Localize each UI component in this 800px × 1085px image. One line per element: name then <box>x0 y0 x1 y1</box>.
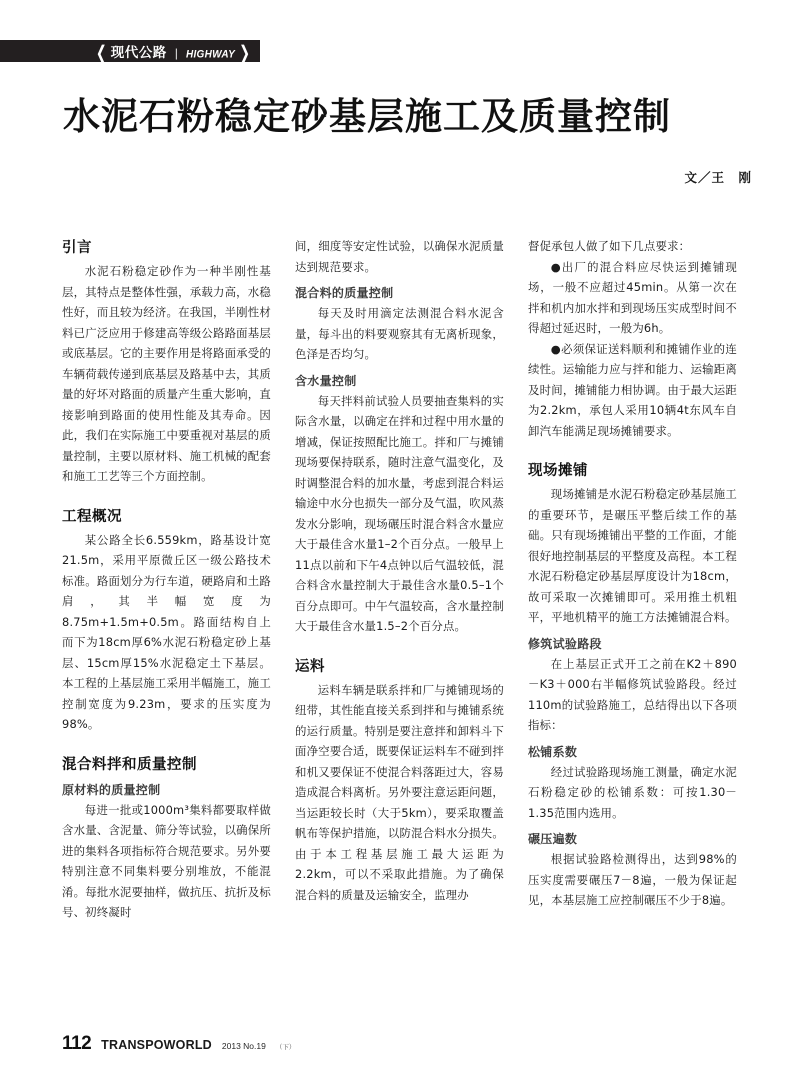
body-paragraph: 运料车辆是联系拌和厂与摊铺现场的纽带，其性能直接关系到拌和与摊铺系统的运行质量。特别是要注意拌和卸料斗下面净空要合适，既要保证运料车不碰到拌和机又要保证不使混合料落距过大，容易造成混合料离析。另外要注意运距问题，当运距较长时（大于5km），要采取覆盖帆布等保护措施，以防混合料水分损失。由于本工程基层施工最大运距为2.2km，可以不采取此措施。为了确保混合料的质量及运输安全，监理办 <box>295 682 504 902</box>
body-paragraph: 间，细度等安定性试验，以确保水泥质量达到规范要求。 <box>295 239 504 274</box>
masthead-en-label: HIGHWAY <box>185 48 236 61</box>
body-paragraph: 水泥石粉稳定砂作为一种半刚性基层，其特点是整体性强，承载力高，水稳性好，而且较为经济。在我国，半刚性材料已广泛应用于修建高等级公路路面基层或底基层。它的主要作用是将路面承受的车辆荷载传递到底基层及路基中去，其质量的好坏对路面的质量产生重大影响，直接影响到路面的使用性能及其寿命。因此，我们在实际施工中要重视对基层的质量控制，主要以原材料、施工机械的配套和施工工艺等三个方面控制。 <box>62 264 271 483</box>
text-column-3 <box>528 236 737 1026</box>
body-paragraph: 每进一批或1000m³集料都要取样做含水量、含泥量、筛分等试验，以确保所进的集料各项指标符合规范要求。另外要特别注意不同集料要分别堆放，不能混淆。每批水泥要抽样，做抗压、抗折及标号、初终凝时 <box>62 802 271 919</box>
article-columns <box>62 236 738 1026</box>
body-paragraph: ●出厂的混合料应尽快运到摊铺现场，一般不应超过45min。从第一次在拌和机内加水拌和到现场压实成型时间不得超过延迟时，一般为6h。 <box>528 259 737 335</box>
body-paragraph: 某公路全长6.559km，路基设计宽21.5m，采用平原微丘区一级公路技术标准。路面划分为行车道，硬路肩和土路肩，其半幅宽度为8.75m+1.5m+0.5m。路面结构自上而下为18cm厚6%水泥石粉稳定砂上基层、15cm厚15%水泥稳定土下基层。本工程的上基层施工采用半幅施工，施工控制宽度为9.23m，要求的压实度为98%。 <box>62 532 271 731</box>
section-heading: 混合料拌和质量控制 <box>62 756 197 773</box>
masthead-cn-label: 现代公路 <box>110 45 167 61</box>
body-paragraph: 每天拌料前试验人员要抽查集料的实际含水量，以确定在拌和过程中用水量的增减，保证按照配比施工。拌和厂与摊铺现场要保持联系，随时注意气温变化，及时调整混合料的加水量，考虑到混合料运输途中水分也损失一部分及气温，吹风蒸发水分影响，现场碾压时混合料含水量应大于最佳含水量1–2个百分点。一般早上11点以前和下午4点钟以后气温较低，混合料含水量控制大于最佳含水量0.5–1个百分点即可。中午气温较高，含水量控制大于最佳含水量1.5–2个百分点。 <box>295 393 504 633</box>
section-heading: 运料 <box>295 658 325 675</box>
subsection-heading: 含水量控制 <box>295 373 357 388</box>
body-paragraph: 督促承包人做了如下几点要求： <box>528 239 691 253</box>
masthead-inner <box>95 41 250 64</box>
body-paragraph: 现场摊铺是水泥石粉稳定砂基层施工的重要环节，是碾压平整后续工作的基础。只有现场摊铺出平整的工作面，才能很好地控制基层的平整度及高程。本工程水泥石粉稳定砂基层厚度设计为18cm，故可采取一次摊铺即可。采用推土机粗平，平地机精平的施工方法摊铺混合料。 <box>528 487 737 624</box>
issue-label: 2013 No.19 <box>221 1041 266 1051</box>
subsection-heading: 原材料的质量控制 <box>62 782 161 797</box>
body-paragraph: 每天及时用滴定法测混合料水泥含量，每斗出的料要观察其有无离析现象，色泽是否均匀。 <box>295 306 504 361</box>
masthead-divider-icon: ❘ <box>171 48 181 60</box>
text-column-2 <box>295 236 504 1026</box>
body-paragraph: 在上基层正式开工之前在K2＋890－K3＋000右半幅修筑试验路段。经过110m的试验路施工，总结得出以下各项指标： <box>528 656 737 732</box>
left-bracket-icon: ❮ <box>95 41 107 64</box>
subsection-heading: 碾压遍数 <box>528 832 578 846</box>
page-footer <box>62 1033 295 1055</box>
subsection-heading: 松铺系数 <box>528 744 578 759</box>
page-number: 112 <box>62 1033 92 1054</box>
author-byline: 文／王 刚 <box>684 170 752 185</box>
page-title: 水泥石粉稳定砂基层施工及质量控制 <box>63 95 671 138</box>
section-heading: 引言 <box>62 240 92 256</box>
section-heading: 工程概况 <box>62 508 122 525</box>
body-paragraph: 经过试验路现场施工测量，确定水泥石粉稳定砂的松铺系数：可按1.30－1.35范围内选用。 <box>528 764 737 820</box>
journal-brand: TRANSPOWORLD <box>101 1038 212 1052</box>
body-paragraph: 根据试验路检测得出，达到98%的压实度需要碾压7－8遍，一般为保证起见，本基层施工应控制碾压不少于8遍。 <box>528 852 737 907</box>
right-bracket-icon: ❯ <box>239 41 250 64</box>
masthead-banner <box>0 40 260 62</box>
body-paragraph: ●必须保证送料顺利和摊铺作业的连续性。运输能力应与拌和能力、运输距离及时间，摊铺能力相协调。由于最大运距为2.2km，承包人采用10辆4t东风车自卸汽车能满足现场摊铺要求。 <box>528 341 737 438</box>
issue-cn-label: （下） <box>275 1044 296 1051</box>
subsection-heading: 修筑试验路段 <box>528 636 602 651</box>
text-column-1 <box>62 236 271 1026</box>
subsection-heading: 混合料的质量控制 <box>295 286 394 300</box>
section-heading: 现场摊铺 <box>528 463 588 479</box>
